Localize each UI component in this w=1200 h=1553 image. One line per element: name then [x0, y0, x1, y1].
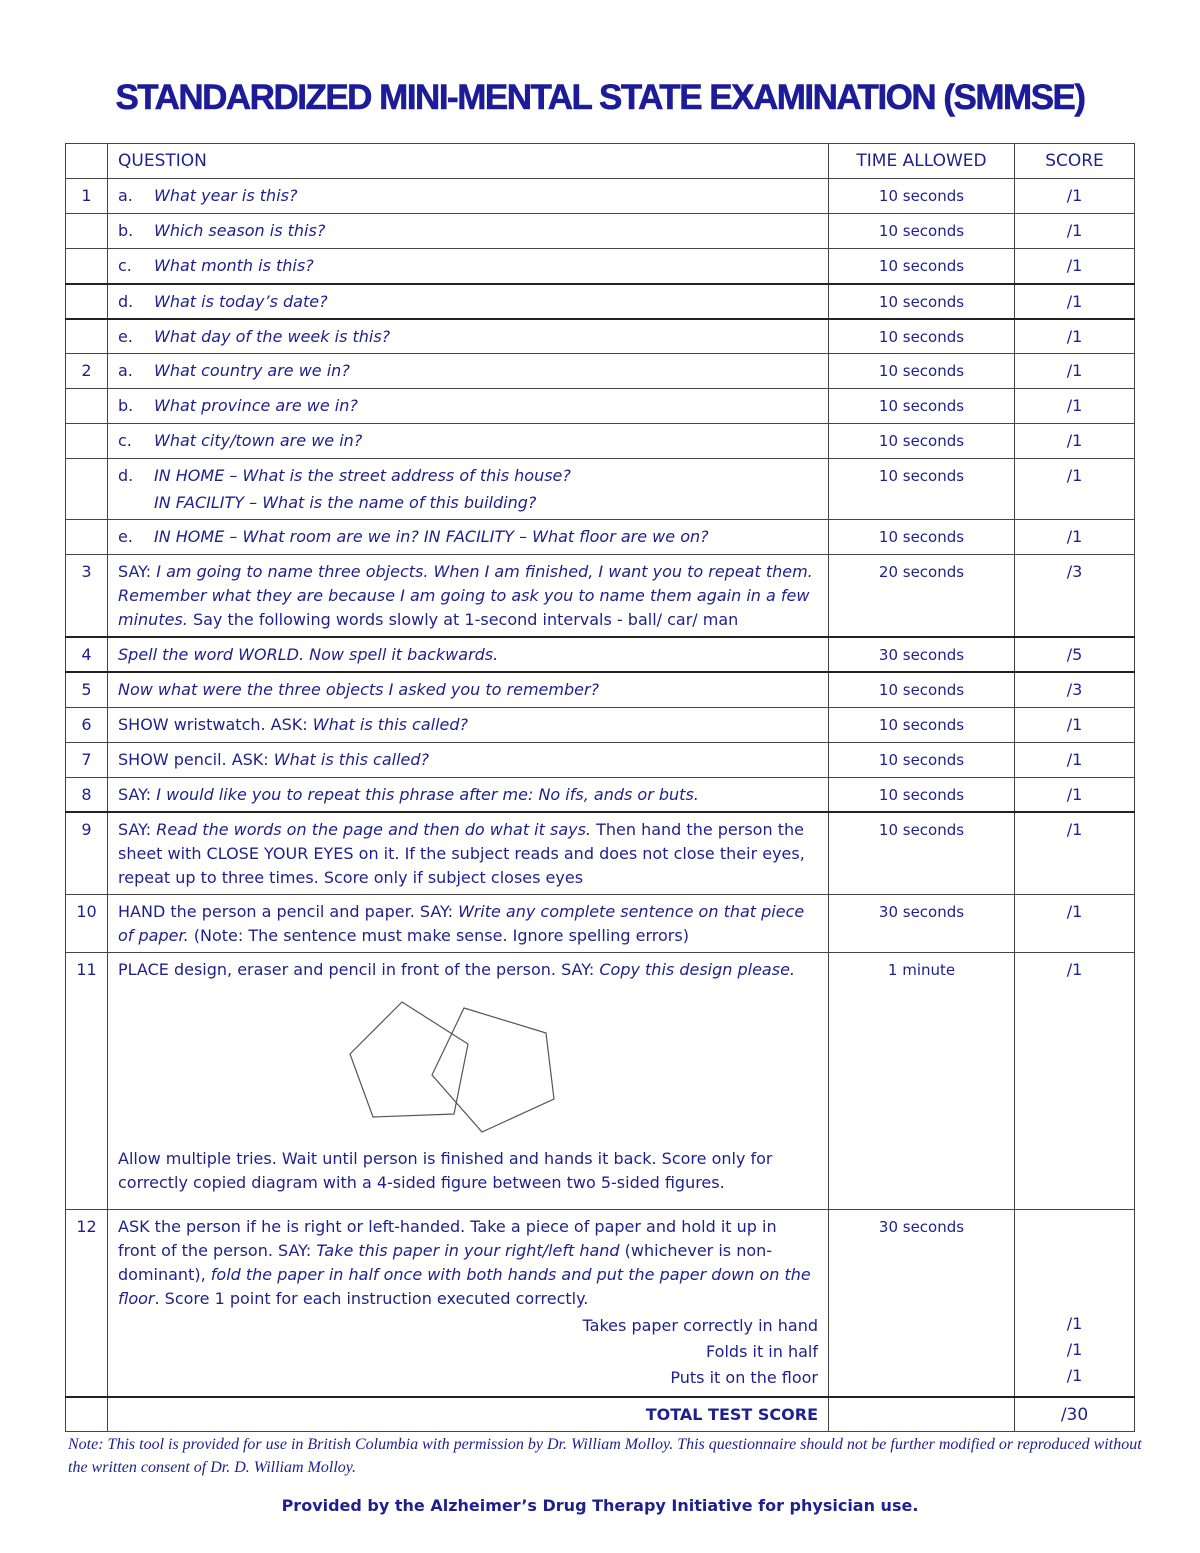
question-text: What country are we in? — [154, 361, 350, 380]
time-allowed: 10 seconds — [829, 424, 1015, 459]
table-row — [66, 214, 1135, 249]
left-pentagon — [350, 1002, 468, 1117]
time-allowed: 10 seconds — [829, 459, 1015, 520]
score-cell: /1 — [1015, 459, 1135, 520]
question-text: What month is this? — [154, 256, 314, 275]
score-cell: /1 — [1066, 1314, 1083, 1333]
score-cell: /1 — [1015, 389, 1135, 424]
score-cell: /1 — [1066, 1340, 1083, 1359]
total-label: TOTAL TEST SCORE — [108, 1397, 829, 1432]
table-row — [66, 637, 1135, 672]
table-row — [66, 319, 1135, 354]
question-text: Now what were the three objects I asked you to remember? — [118, 680, 600, 699]
score-cell: /5 — [1015, 637, 1135, 672]
score-cell: /1 — [1015, 214, 1135, 249]
question-number: 3 — [66, 555, 108, 638]
time-allowed: 10 seconds — [829, 249, 1015, 284]
table-row: 8 SAY: I would like you to repeat this phrase after me: No ifs, ands or buts. 10 seconds /1 — [66, 777, 1135, 812]
question-number: 8 — [66, 777, 108, 812]
table-row: 11 PLACE design, eraser and pencil in front of the person. SAY: Copy this design please. Allow multiple tries. Wait until person is finished and hands it back. Score only for correctly copied diagram with a 4-sided figure between two 5-sided figures. 1 minute /1 — [66, 953, 1135, 1210]
question-number: 6 — [66, 707, 108, 742]
question-text: What is today’s date? — [154, 291, 328, 311]
header-score: SCORE — [1015, 144, 1135, 179]
sub-letter: a. — [118, 361, 133, 380]
question-text: IN FACILITY – What is the name of this building? — [154, 493, 537, 512]
note: Note: This tool is provided for use in British Columbia with permission by Dr. William Molloy. This questionnaire should not be further modified or reproduced without the written consent of Dr. D. William Molloy. — [68, 1436, 1142, 1476]
time-allowed: 30 seconds — [829, 895, 1015, 953]
time-allowed: 10 seconds — [829, 284, 1015, 319]
sub-letter: b. — [118, 221, 134, 240]
score-cell: /1 — [1015, 895, 1135, 953]
header-question: QUESTION — [108, 144, 829, 179]
score-cell: /3 — [1015, 555, 1135, 638]
smmse-table — [65, 143, 1135, 1432]
footer: Provided by the Alzheimer’s Drug Therapy Initiative for physician use. — [281, 1496, 919, 1515]
table-row: 9 SAY: Read the words on the page and then do what it says. Then hand the person the sheet with CLOSE YOUR EYES on it. If the subject reads and does not close their eyes, repeat up to three times. Score only if subject closes eyes 10 seconds /1 — [66, 812, 1135, 895]
score-cell: /1 — [1015, 520, 1135, 555]
score-cell: /1 — [1015, 319, 1135, 354]
table-row — [66, 389, 1135, 424]
page-title: STANDARDIZED MINI-MENTAL STATE EXAMINATION (SMMSE) — [115, 78, 1085, 117]
sub-letter: e. — [118, 326, 133, 346]
table-row — [66, 179, 1135, 214]
question-number: 1 — [66, 179, 108, 214]
question-text: Spell the word WORLD. Now spell it backwards. — [118, 645, 499, 664]
score-cell: /1 — [1015, 812, 1135, 895]
score-cell: /1 — [1015, 707, 1135, 742]
sub-letter: c. — [118, 256, 132, 275]
right-pentagon — [432, 1008, 554, 1132]
score-cell: /1 — [1015, 742, 1135, 777]
score-cell: /1 — [1015, 179, 1135, 214]
time-allowed: 10 seconds — [829, 354, 1015, 389]
score-cell: /1 — [1015, 284, 1135, 319]
table-row: 6 SHOW wristwatch. ASK: What is this called? 10 seconds /1 — [66, 707, 1135, 742]
sub-instruction: Folds it in half — [706, 1342, 818, 1361]
score-cell: /1 — [1015, 249, 1135, 284]
question-number: 11 — [66, 953, 108, 1210]
time-allowed: 10 seconds — [829, 389, 1015, 424]
sub-letter: d. — [118, 291, 134, 311]
sub-letter: b. — [118, 396, 134, 415]
header-time: TIME ALLOWED — [829, 144, 1015, 179]
sub-letter: a. — [118, 186, 133, 205]
time-allowed: 1 minute — [829, 953, 1015, 1210]
question-number: 4 — [66, 637, 108, 672]
table-row — [66, 284, 1135, 319]
table-header-row — [66, 144, 1135, 179]
sub-instruction: Takes paper correctly in hand — [582, 1316, 818, 1335]
score-cell: /1 — [1015, 424, 1135, 459]
table-row: 12 ASK the person if he is right or left-handed. Take a piece of paper and hold it up in front of the person. SAY: Take this paper in your right/left hand (whichever is non-dominant), fold the paper in half once with both hands and put the paper down on the floor. Score 1 point for each instruction executed correctly. Takes paper correctly in hand Folds it in half Puts it on the floor 30 seconds /1 /1 /1 — [66, 1210, 1135, 1397]
question-text: IN HOME – What room are we in? IN FACILITY – What floor are we on? — [154, 527, 709, 546]
sub-letter: c. — [118, 431, 132, 450]
score-cell: /1 — [1015, 777, 1135, 812]
time-allowed: 10 seconds — [829, 319, 1015, 354]
score-cell: /1 — [1066, 1366, 1083, 1385]
time-allowed: 10 seconds — [829, 812, 1015, 895]
time-allowed: 10 seconds — [829, 214, 1015, 249]
time-allowed: 10 seconds — [829, 707, 1015, 742]
question-number: 10 — [66, 895, 108, 953]
score-cell: /1 — [1015, 953, 1135, 1210]
question-number: 9 — [66, 812, 108, 895]
time-allowed: 10 seconds — [829, 179, 1015, 214]
time-allowed: 10 seconds — [829, 520, 1015, 555]
time-allowed: 30 seconds — [829, 637, 1015, 672]
table-row — [66, 424, 1135, 459]
question-text: Which season is this? — [154, 221, 326, 240]
time-allowed: 30 seconds — [829, 1210, 1015, 1397]
intersecting-pentagons-diagram — [118, 982, 818, 1147]
sub-instruction: Puts it on the floor — [670, 1368, 818, 1387]
score-cell: /3 — [1015, 672, 1135, 707]
question-number: 2 — [66, 354, 108, 389]
time-allowed: 10 seconds — [829, 672, 1015, 707]
question-text: IN HOME – What is the street address of this house? — [154, 466, 571, 485]
table-row: 3 SAY: I am going to name three objects. When I am finished, I want you to repeat them. Remember what they are because I am going to ask you to name them again in a few minutes. Say the following words slowly at 1-second intervals - ball/ car/ man 20 seconds /3 — [66, 555, 1135, 638]
question-text: What year is this? — [154, 186, 298, 205]
table-row — [66, 459, 1135, 520]
table-row — [66, 249, 1135, 284]
question-number: 5 — [66, 672, 108, 707]
question-text: What day of the week is this? — [154, 326, 391, 346]
question-number: 7 — [66, 742, 108, 777]
table-row — [66, 354, 1135, 389]
total-row — [66, 1397, 1135, 1432]
question-text: What province are we in? — [154, 396, 358, 415]
time-allowed: 10 seconds — [829, 777, 1015, 812]
question-number: 12 — [66, 1210, 108, 1397]
table-row: 7 SHOW pencil. ASK: What is this called? 10 seconds /1 — [66, 742, 1135, 777]
copy-design-instructions: Allow multiple tries. Wait until person is finished and hands it back. Score only for correctly copied diagram with a 4-sided figure between two 5-sided figures. — [118, 1149, 773, 1192]
time-allowed: 10 seconds — [829, 742, 1015, 777]
table-row — [66, 520, 1135, 555]
table-row: 10 HAND the person a pencil and paper. SAY: Write any complete sentence on that piece of paper. (Note: The sentence must make sense. Ignore spelling errors) 30 seconds /1 — [66, 895, 1135, 953]
sub-letter: d. — [118, 466, 134, 485]
table-row — [66, 672, 1135, 707]
question-text: What city/town are we in? — [154, 431, 363, 450]
score-cell: /1 — [1015, 354, 1135, 389]
time-allowed: 20 seconds — [829, 555, 1015, 638]
sub-letter: e. — [118, 527, 133, 546]
total-score: /30 — [1015, 1397, 1135, 1432]
